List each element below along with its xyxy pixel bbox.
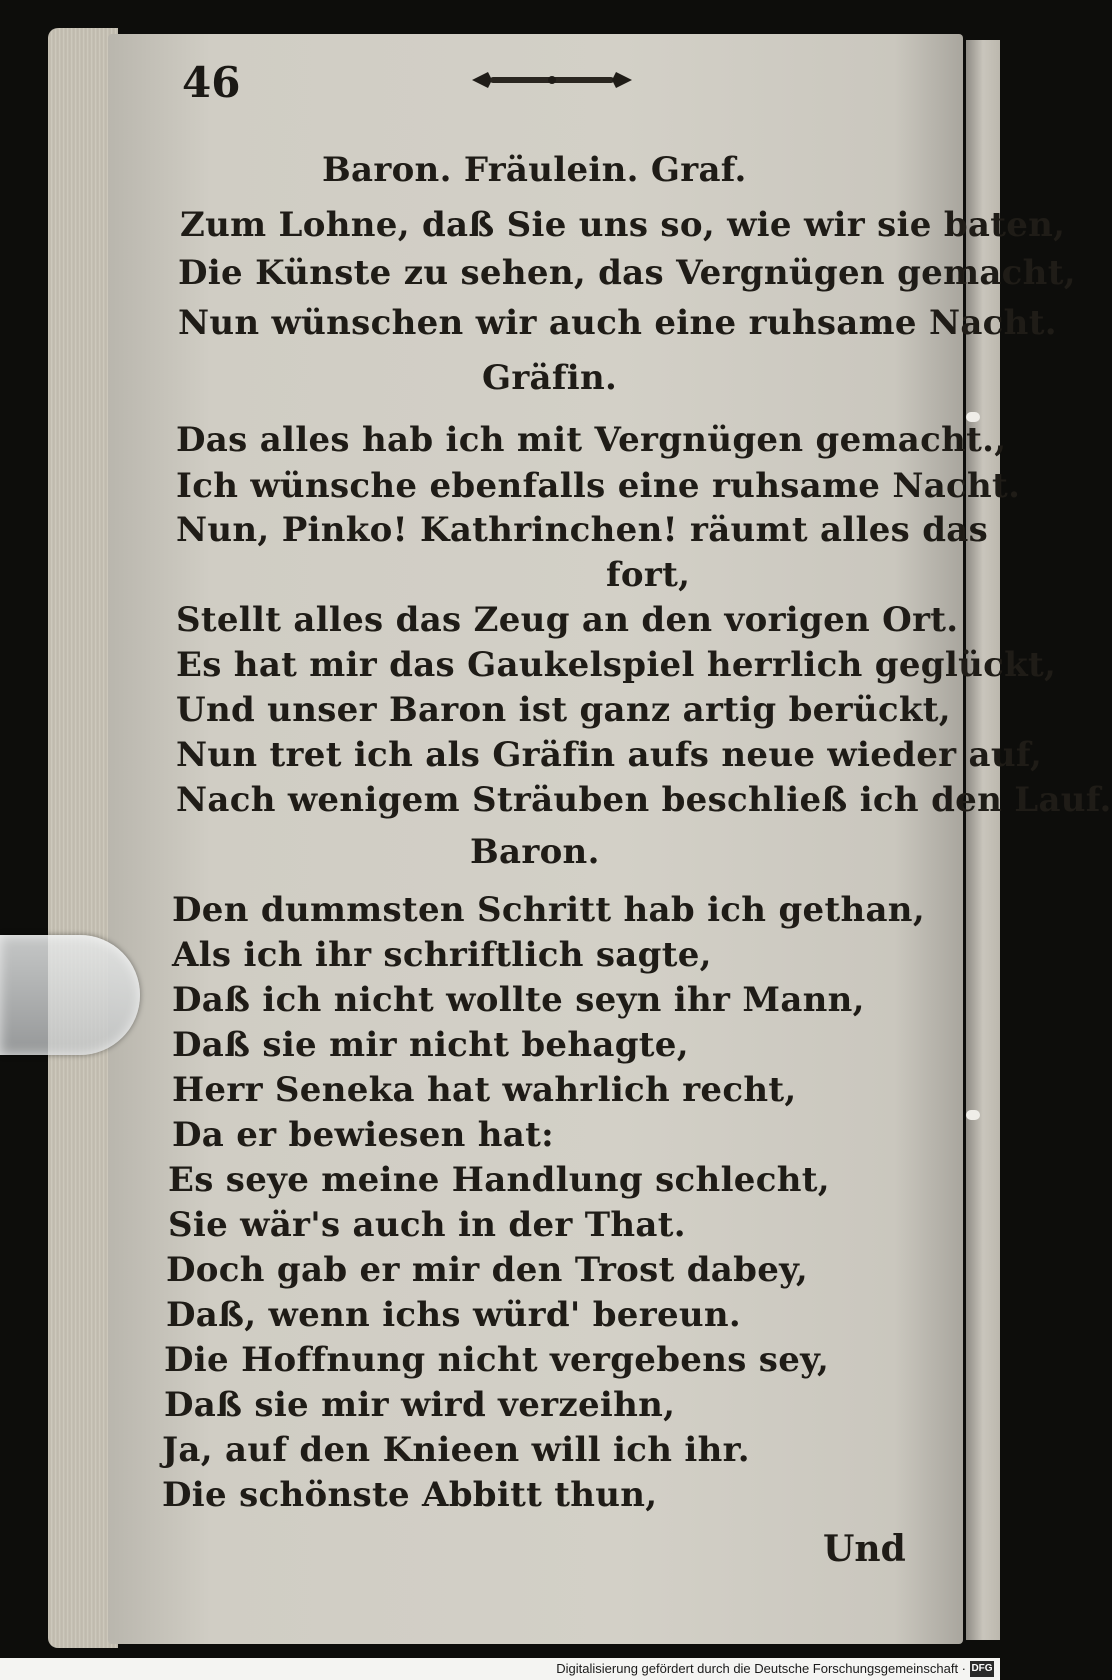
verse-line: Daß ich nicht wollte seyn ihr Mann, xyxy=(172,980,865,1020)
verse-line: Es seye meine Handlung schlecht, xyxy=(168,1160,830,1200)
verse-line: Den dummsten Schritt hab ich gethan, xyxy=(172,890,925,930)
verse-line: Herr Seneka hat wahrlich recht, xyxy=(172,1070,797,1110)
verse-line: Die schönste Abbitt thun, xyxy=(162,1475,658,1515)
catchword: Und xyxy=(823,1528,906,1570)
verse-line: Sie wär's auch in der That. xyxy=(168,1205,686,1245)
ornament-icon xyxy=(468,68,636,92)
speaker-heading: Gräfin. xyxy=(482,358,618,398)
verse-line: fort, xyxy=(606,555,691,595)
verse-line: Das alles hab ich mit Vergnügen gemacht., xyxy=(176,420,1007,460)
verse-line: Daß sie mir nicht behagte, xyxy=(172,1025,689,1065)
verse-line: Da er bewiesen hat: xyxy=(172,1115,554,1155)
verse-line: Stellt alles das Zeug an den vorigen Ort. xyxy=(176,600,959,640)
speaker-heading: Baron. xyxy=(470,832,600,872)
digitization-credit: Digitalisierung gefördert durch die Deutsche Forschungsgemeinschaft · xyxy=(0,1658,1000,1680)
verse-line: Daß sie mir wird verzeihn, xyxy=(164,1385,676,1425)
verse-line: Daß, wenn ichs würd' bereun. xyxy=(166,1295,742,1335)
verse-line: Es hat mir das Gaukelspiel herrlich geglückt, xyxy=(176,645,1057,685)
verse-line: Nun tret ich als Gräfin aufs neue wieder auf, xyxy=(176,735,1043,775)
verse-line: Die Hoffnung nicht vergebens sey, xyxy=(164,1340,830,1380)
verse-line: Doch gab er mir den Trost dabey, xyxy=(166,1250,809,1290)
verse-line: Nun, Pinko! Kathrinchen! räumt alles das xyxy=(176,510,989,550)
verse-line: Ich wünsche ebenfalls eine ruhsame Nacht. xyxy=(176,466,1021,506)
speaker-heading: Baron. Fräulein. Graf. xyxy=(322,150,747,190)
page-clip xyxy=(0,935,140,1055)
verse-line: Die Künste zu sehen, das Vergnügen gemacht, xyxy=(178,253,1076,293)
verse-line: Nun wünschen wir auch eine ruhsame Nacht. xyxy=(178,303,1057,343)
page-number: 46 xyxy=(182,58,241,107)
verse-line: Nach wenigem Sträuben beschließ ich den Lauf. xyxy=(176,780,1112,820)
verse-line: Ja, auf den Knieen will ich ihr. xyxy=(162,1430,750,1470)
verse-line: Als ich ihr schriftlich sagte, xyxy=(172,935,712,975)
pin-mark xyxy=(966,1110,980,1120)
verse-line: Zum Lohne, daß Sie uns so, wie wir sie baten, xyxy=(180,205,1066,245)
dfg-logo: DFG xyxy=(970,1661,994,1677)
verse-line: Und unser Baron ist ganz artig berückt, xyxy=(176,690,951,730)
